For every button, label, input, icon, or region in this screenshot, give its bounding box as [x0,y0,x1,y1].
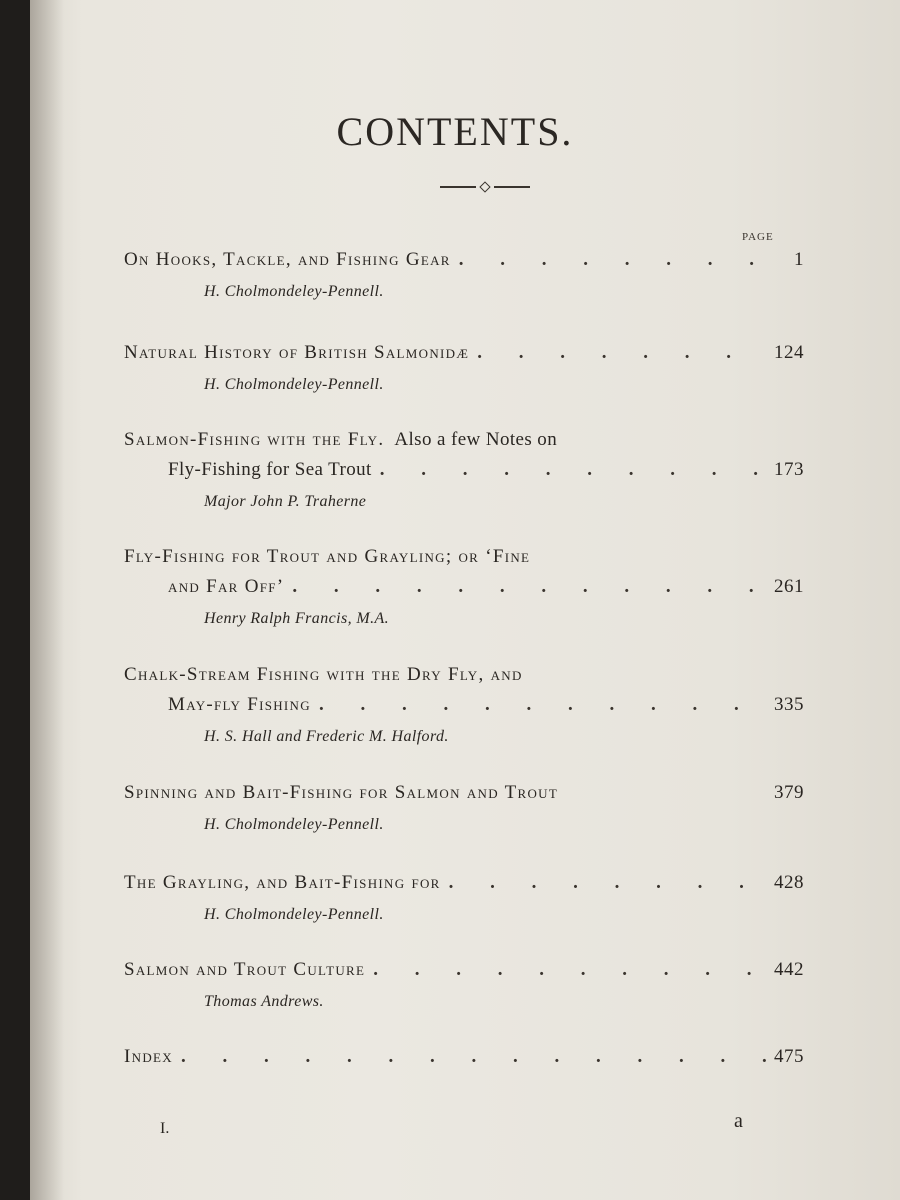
toc-entry [124,1042,804,1072]
toc-entry-title: Salmon-Fishing with the Fly. [124,429,385,450]
title-ornament [440,183,530,191]
toc-page-number: 428 [774,872,804,893]
toc-entry [124,955,804,1017]
page-column-label: PAGE [742,231,774,243]
toc-entry-title-line [124,690,804,720]
toc-entry-author: H. Cholmondeley-Pennell. [204,906,384,923]
toc-page-number: 1 [794,249,804,270]
toc-entry-title-continued: and Far Off’ [168,576,285,597]
toc-page-number: 173 [774,459,804,480]
toc-entry [124,425,804,517]
toc-entry-author: H. Cholmondeley-Pennell. [204,376,384,393]
toc-entry-author: H. S. Hall and Frederic M. Halford. [204,728,449,745]
dot-leader [477,338,766,368]
toc-entry [124,245,804,307]
toc-entry [124,778,804,840]
toc-entry-author: Henry Ralph Francis, M.A. [204,610,390,627]
signature-mark: I. [160,1120,170,1137]
toc-page-number: 442 [774,959,804,980]
toc-entry-author: H. Cholmondeley-Pennell. [204,283,384,300]
toc-entry-author: Thomas Andrews. [204,993,324,1010]
toc-entry-title: Index [124,1046,173,1067]
toc-page-number: 379 [774,782,804,803]
toc-page-number: 475 [774,1046,804,1067]
toc-entry-title: Spinning and Bait-Fishing for Salmon and Trout [124,782,559,803]
toc-entry-title: The Grayling, and Bait-Fishing for [124,872,441,893]
toc-entry-title: Chalk-Stream Fishing with the Dry Fly, and [124,664,523,685]
toc-entry-title-line [124,868,804,898]
toc-page-number: 335 [774,694,804,715]
dot-leader [380,455,766,485]
dot-leader [373,955,766,985]
toc-entry-subtitle: Also a few Notes on [394,429,558,450]
toc-entry [124,660,804,752]
toc-entry-title-line [124,245,804,275]
toc-entry-title: Fly-Fishing for Trout and Grayling; or ‘Fine [124,546,531,567]
toc-entry-title-line [124,338,804,368]
toc-entry-title-line [124,572,804,602]
toc-entry-title: On Hooks, Tackle, and Fishing Gear [124,249,451,270]
toc-entry-author: H. Cholmondeley-Pennell. [204,816,384,833]
dot-leader [459,245,766,275]
toc-page-number: 124 [774,342,804,363]
toc-entry-title-continued: May-fly Fishing [168,694,311,715]
toc-entry-title-line [124,955,804,985]
toc-entry-title-line [124,778,804,808]
toc-entry [124,868,804,930]
dot-leader [449,868,766,898]
dot-leader [292,572,766,602]
toc-entry [124,338,804,400]
page-title: CONTENTS. [336,109,574,154]
toc-entry-subtitle: Fly-Fishing for Sea Trout [168,459,372,480]
toc-entry-title: Natural History of British Salmonidæ [124,342,470,363]
toc-entry-title: Salmon and Trout Culture [124,959,366,980]
toc-entry-author: Major John P. Traherne [204,493,367,510]
toc-entry-title-line [124,660,804,690]
signature-letter: a [734,1110,743,1132]
toc-entry-title-line [124,455,804,485]
toc-entry-title-line [124,1042,804,1072]
binding-shadow [30,0,64,1200]
toc-entry-title-line [124,425,804,455]
dot-leader [181,1042,766,1072]
toc-entry-title-line [124,542,804,572]
toc-entry [124,542,804,634]
dot-leader [319,690,766,720]
book-page [30,0,900,1200]
toc-page-number: 261 [774,576,804,597]
